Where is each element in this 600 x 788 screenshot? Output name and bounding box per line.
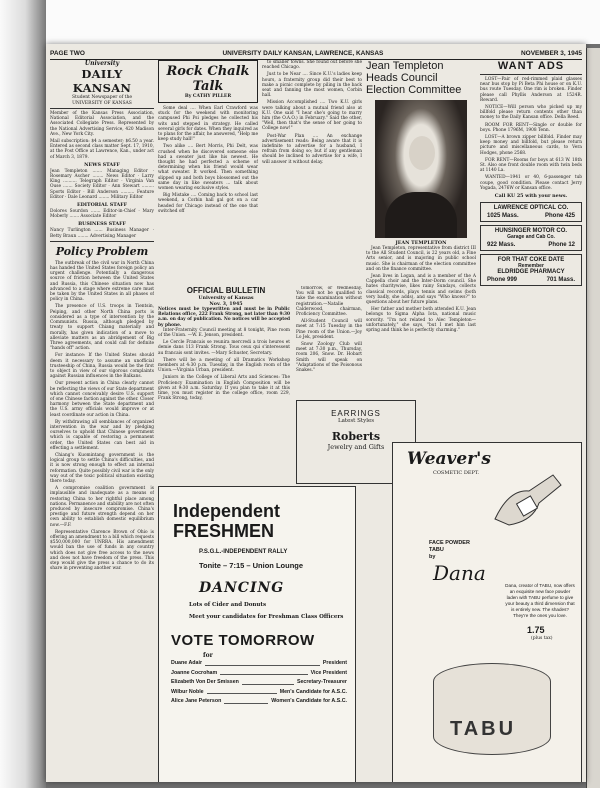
column-jean-templeton: [366, 60, 476, 398]
want-ads-list: [480, 77, 582, 191]
candidate-row: Wilbur Noble Men's Candidate for A.S.C.: [171, 688, 347, 695]
book-binding-left: [0, 0, 46, 788]
jean-article-body: Jean Templeton, representative from district III to the All Student Council, is 22 years old, a Fine Arts senior, and is majoring in public school music. She is chairman of the election committee and on the finance committee. Jean lives in Logan, and is a member of the A Cappella choir and the Inter-Dorm council. She hates charitywise, likes rainy Sundays, collects classical records, plays tennis and swims (both very badly, she adds), and says "Who knows?" to questions about her future plans. Her father and mother both attended K.U. Jean belongs to Sigma Alpha Iota, national music sorority. "I'm not related to Alec Templeton—unfortunately," she says, "but I met him last spring and think he is perfectly charming.": [366, 246, 476, 334]
page-top-margin: [46, 0, 600, 44]
want-ad-item: FOR RENT—Rooms for boys at 613 W. 18th St. Also one front double room with twin beds at 1140 La.: [480, 157, 582, 174]
rock-chalk-body-2: to smaller towns. She found out before she reached Chicago. Just to be Near .... Since K.U.'s ladies keep hours, a fraternity group did their best to make a picnic complete by piling in the back seat and fanning the most women, Corbin hall. Mission Accomplished .... Two K.U. girls were talking about a mutual friend also at K.U. One said "I hear she's going to marry him (the O.A.O.) in February." Said the other, "Well, then that's the sense of her going to College now!" Post-War Plan .... An exchange advertisement reads: Being aware that it is indefinite to advertise for a husband, I refrain from doing so; but if any gentleman should be inclined to advertise for a wife, I will answer it without delay.: [262, 60, 362, 165]
bulletin-notice: Notices must be typewritten and must be in Public Relations office, 222 Frank Strong, not later than 9:30 a.m. on day of publication. No notices will be accepted by phone.: [158, 307, 290, 328]
masthead-sub2: UNIVERSITY OF KANSAS: [72, 100, 132, 106]
candidate-row: Joanne Cocroham Vice President: [171, 669, 347, 676]
official-bulletin: [158, 286, 294, 446]
jean-portrait-photo: [375, 100, 467, 238]
bulletin-date: Nov. 3, 1945: [209, 301, 243, 307]
ad-independent: Independent: [173, 501, 280, 521]
ad-rally-time: Tonite – 7:15 – Union Lounge: [199, 561, 304, 570]
editorial-title: Policy Problem: [55, 244, 149, 258]
ad-freshmen: FRESHMEN: [173, 521, 275, 541]
call-ku-line: Call KU 25 with your news.: [494, 193, 568, 200]
want-ad-item: WANTED—1941 or 40, 6-passenger tub coupe, good condition. Please contact Jerry Yogada, 2476W or Kansan office.: [480, 175, 582, 191]
eldridge-pharmacy-ad: FOR THAT COKE DATE Remember ELDRIDGE PHARMACY Phone 999 701 Mass.: [480, 254, 582, 286]
earrings-styles: Latest Styles: [337, 418, 375, 424]
bulletin-sub1: University of Kansas: [198, 295, 254, 301]
newspaper-page: [46, 44, 586, 782]
masthead-member: Member of the Kansas Press Association, National Editorial Association, and the Associated Collegiate Press. Represented by the National Advertising Service, 420 Madison Ave., New York City.: [50, 111, 154, 137]
weavers-dept: COSMETIC DEPT.: [433, 470, 480, 476]
column-rock-chalk-continued: [262, 60, 362, 300]
candidate-row: Elizabeth Von Der Smissen Secretary-Treasurer: [171, 679, 347, 685]
tabu-headline: FACE POWDER TABU by: [429, 540, 470, 560]
want-ads-title: WANT ADS: [497, 60, 565, 72]
hunsinger-motor-ad: HUNSINGER MOTOR CO. Garage and Cab Co. 922 Mass. Phone 12: [480, 225, 582, 251]
ad-cider: Lots of Cider and Donuts: [189, 602, 267, 608]
roberts-tagline: Jewelry and Gifts: [327, 443, 385, 451]
bulletin-continued: [296, 286, 362, 396]
tabu-description: Dana, creator of TABU, now offers an exquisite new face powder laden with TABU perfume to give your beauty a third dimension that is entirely new. The shades? They're the ones you love.: [505, 583, 575, 618]
issue-date: NOVEMBER 3, 1945: [520, 50, 582, 57]
page-header: [50, 50, 582, 60]
powder-box-label: TABU: [450, 718, 517, 740]
masthead-university: University: [84, 60, 120, 67]
masthead-name: DAILY KANSAN: [72, 67, 132, 95]
next-page-edge: [586, 48, 600, 788]
editorial-staff-list: Dolores Sourdon ....... Editor-in-Chief · Mary Moberly ....... Associate Editor: [50, 209, 154, 220]
page-number: PAGE TWO: [50, 50, 85, 57]
dana-signature: Dana: [433, 561, 486, 585]
ad-meet-candidates: Meet your candidates for Freshman Class Officers: [189, 614, 344, 620]
masthead-sub1: Student Newspaper of the: [71, 95, 133, 100]
editorial-body: The outbreak of the civil war in North China has handed the United States foreign policy an urgent challenge. Potentially a dangerous source of friction between the United States and Russia, this Chinese situation now has advanced to a stage where extreme care must be taken by the United States in all phases of policy in China. The presence of U.S. troops in Tientsin, Peiping, and other North China ports is considered as a type of intervention by the Communists. Russia, although pledged by treaty to support Chiang materially and morally, has given indication of a move to alleviate matters as an abridgement of Big Three agreements, and could call for definite "hands off" action. For instance: If the United States should deem it necessary to assume an unofficial trusteeship of China, Russia would be the first to object in view of our vigorous complaints against Russian influences in the Balkans. Our present action in China clearly cannot be reflecting the views of our State department which cannot conceivably desire U.S. support of one Chinese faction against the other. Closer harmony between the State department and the U.S. army officials would improve or at least coordinate our action in China. By withdrawing all semblances of organized intervention in the war and by pledging ourselves to uphold that Chinese government which is capable of restoring a permanent order, the United States can best aid in effecting a settlement. Chiang's Kuomintang government is the logical group to settle China's difficulties, and it is now strong enough to effect an internal reformation. Quite possibly civil war is the only way out of the toxic political situation existing there today. A compromise coalition government is implausible and inadequate as a means of restoring China to her rightful place among nations. Permanence and stability are not often produced by insecure compromise. China's prestige and future strength depend on her own ability to establish domestic equilibrium now.—F.F. Representative Clarence Brown of Ohio is offering an amendment to a bill which requests $550,000,000 for UNRRA. His amendment would ban the use of funds in any country which does not give free access to the news and does not have freedom of the press. This step would give the press a chance to do its share in preventing another war.: [50, 260, 154, 572]
tabu-price: 1.75: [527, 625, 545, 635]
column-rock-chalk-talk: [158, 60, 258, 300]
news-staff-heading: NEWS STAFF: [84, 161, 120, 168]
column-want-ads: [480, 60, 582, 760]
want-ad-item: ROOM FOR RENT—Single or double for boys. Phone 1796M, 1908 Tenn.: [480, 122, 582, 133]
rock-chalk-body: Some deal .... When Earl Crawford was stuck for the weekend with monitoring campused Phi Psi pledges he collected his wits and stepped in strategy. He called several girls for dates. When they inquired as to plans for the affair, he answered, "Help me keep study hall!" Two alike .... Bert Morris, Phi Delt, was crushed when he discovered someone else had a sweater just like his newest. He thought he had perfected a scheme of determining when his friend would wear what sweater. It worked. Then something slipped up and both boys blossomed out the same day in like sweaters ... talk about women wearing exclusive styles. Big Mistake .... Coming back to school last weekend, a Corbin hall gal got on a car headed for Chicago instead of the one that switched off: [158, 106, 258, 214]
ad-dancing: DANCING: [199, 580, 285, 596]
ad-for: for: [203, 652, 213, 659]
news-staff-list: Jean Templeton ....... Managing Editor · Rosemary Ascher ........ News Editor · Larry King .......... Telegraph Editor · Virginia Van Ouse ....... Society Editor · Ann Stewart ......... Sports Editor · Bill Anderson .......... Feature Editor · Dale Leonard ........ Military Editor: [50, 168, 154, 200]
want-ad-item: LOST—Pair of red-rimmed plaid glasses near bus stop by Pi Beta Phi house or on K.U. bus route Tuesday. One rim is broken. Finder please call Phyllis Anderson at 1524R. Reward.: [480, 77, 582, 103]
independent-freshmen-ad: [158, 486, 356, 782]
roberts-name: Roberts: [331, 430, 381, 443]
rock-chalk-title: Rock Chalk Talk: [166, 64, 250, 94]
column-masthead-editorial: [50, 60, 154, 780]
want-ad-item: LOST—A brown zipper billfold. Finder may keep money and billfold, but please return picture and miscellaneous cards, to Vera Hodges, phone 2568.: [480, 135, 582, 156]
paper-title-line: UNIVERSITY DAILY KANSAN, LAWRENCE, KANSAS: [222, 50, 384, 57]
bulletin-title: OFFICIAL BULLETIN: [186, 286, 266, 295]
tabu-tax: (plus tax): [531, 636, 553, 641]
business-staff-list: Nancy Turlington ...... Business Manager · Betty Braun ........ Advertising Manager: [50, 228, 154, 239]
masthead-rates: Mail subscription: $4 a semester; $6.50 a year. Entered as second class matter Sept. 17, 1910, at the Post Office at Lawrence, Kan., under act of March 3, 1879.: [50, 139, 154, 160]
bulletin-body: Inter-Fraternity Council meeting at 8 tonight, Pine room of the Union. —W. E. Jenson, president. Le Cercle Francais se reunira mercredi a trois heures et demie dans 113 Frank Strong. Tous ceux qui s'interessent au francais sont invites. —Mary Schuster, Secretary. There will be a meeting of all Dramatics Workshop members at 4:30 p.m. Tuesday, in the English room of the Union.—Virginia Urban, president. Juniors in the College of Liberal Arts and Sciences: The Proficiency Examination in English Composition will be given at 9:30 a.m. Saturday. If you plan to take it at this time, you must register in the college office, room 229, Frank Strong, today,: [158, 327, 290, 402]
business-staff-heading: BUSINESS STAFF: [78, 221, 126, 228]
rock-chalk-banner: [158, 60, 258, 103]
bulletin-body-2: tomorrow, or Wednesday. You will not be qualified to take the examination without registration.—Natalie Calderwood, chairman, Proficiency Committee. All-Student Council will meet at 7:15 Tuesday in the Pine room of the Union.—Joy Lo Jek, president. Snow Zoology Club will meet at 7:30 p.m., Thursday, room 206, Snow. Dr. Hobart Smith will speak on "Adaptations of the Poisonous Snakes.": [296, 286, 362, 374]
candidate-row: Alice Jane Peterson Women's Candidate for A.S.C.: [171, 698, 347, 704]
earrings-heading: EARRINGS: [331, 409, 381, 418]
candidate-row: Duane Adair President: [171, 660, 347, 666]
ad-vote-tomorrow: VOTE TOMORROW: [171, 632, 315, 649]
jean-headline: Jean Templeton Heads Council Election Committee: [366, 60, 462, 96]
editorial-staff-heading: EDITORIAL STAFF: [76, 202, 128, 209]
lawrence-optical-ad: LAWRENCE OPTICAL CO. 1025 Mass. Phone 425: [480, 202, 582, 222]
ad-rally: P.S.G.L.-INDEPENDENT RALLY: [199, 549, 288, 555]
want-ad-item: NOTICE—Will person who picked up my billfold please return contents other than money to the Daily Kansan office. Della Reed.: [480, 105, 582, 121]
rock-chalk-byline: By CATHY PILLER: [184, 94, 232, 99]
weavers-logo-text: Weaver's: [407, 449, 491, 469]
jean-photo-caption: JEAN TEMPLETON: [395, 240, 447, 246]
